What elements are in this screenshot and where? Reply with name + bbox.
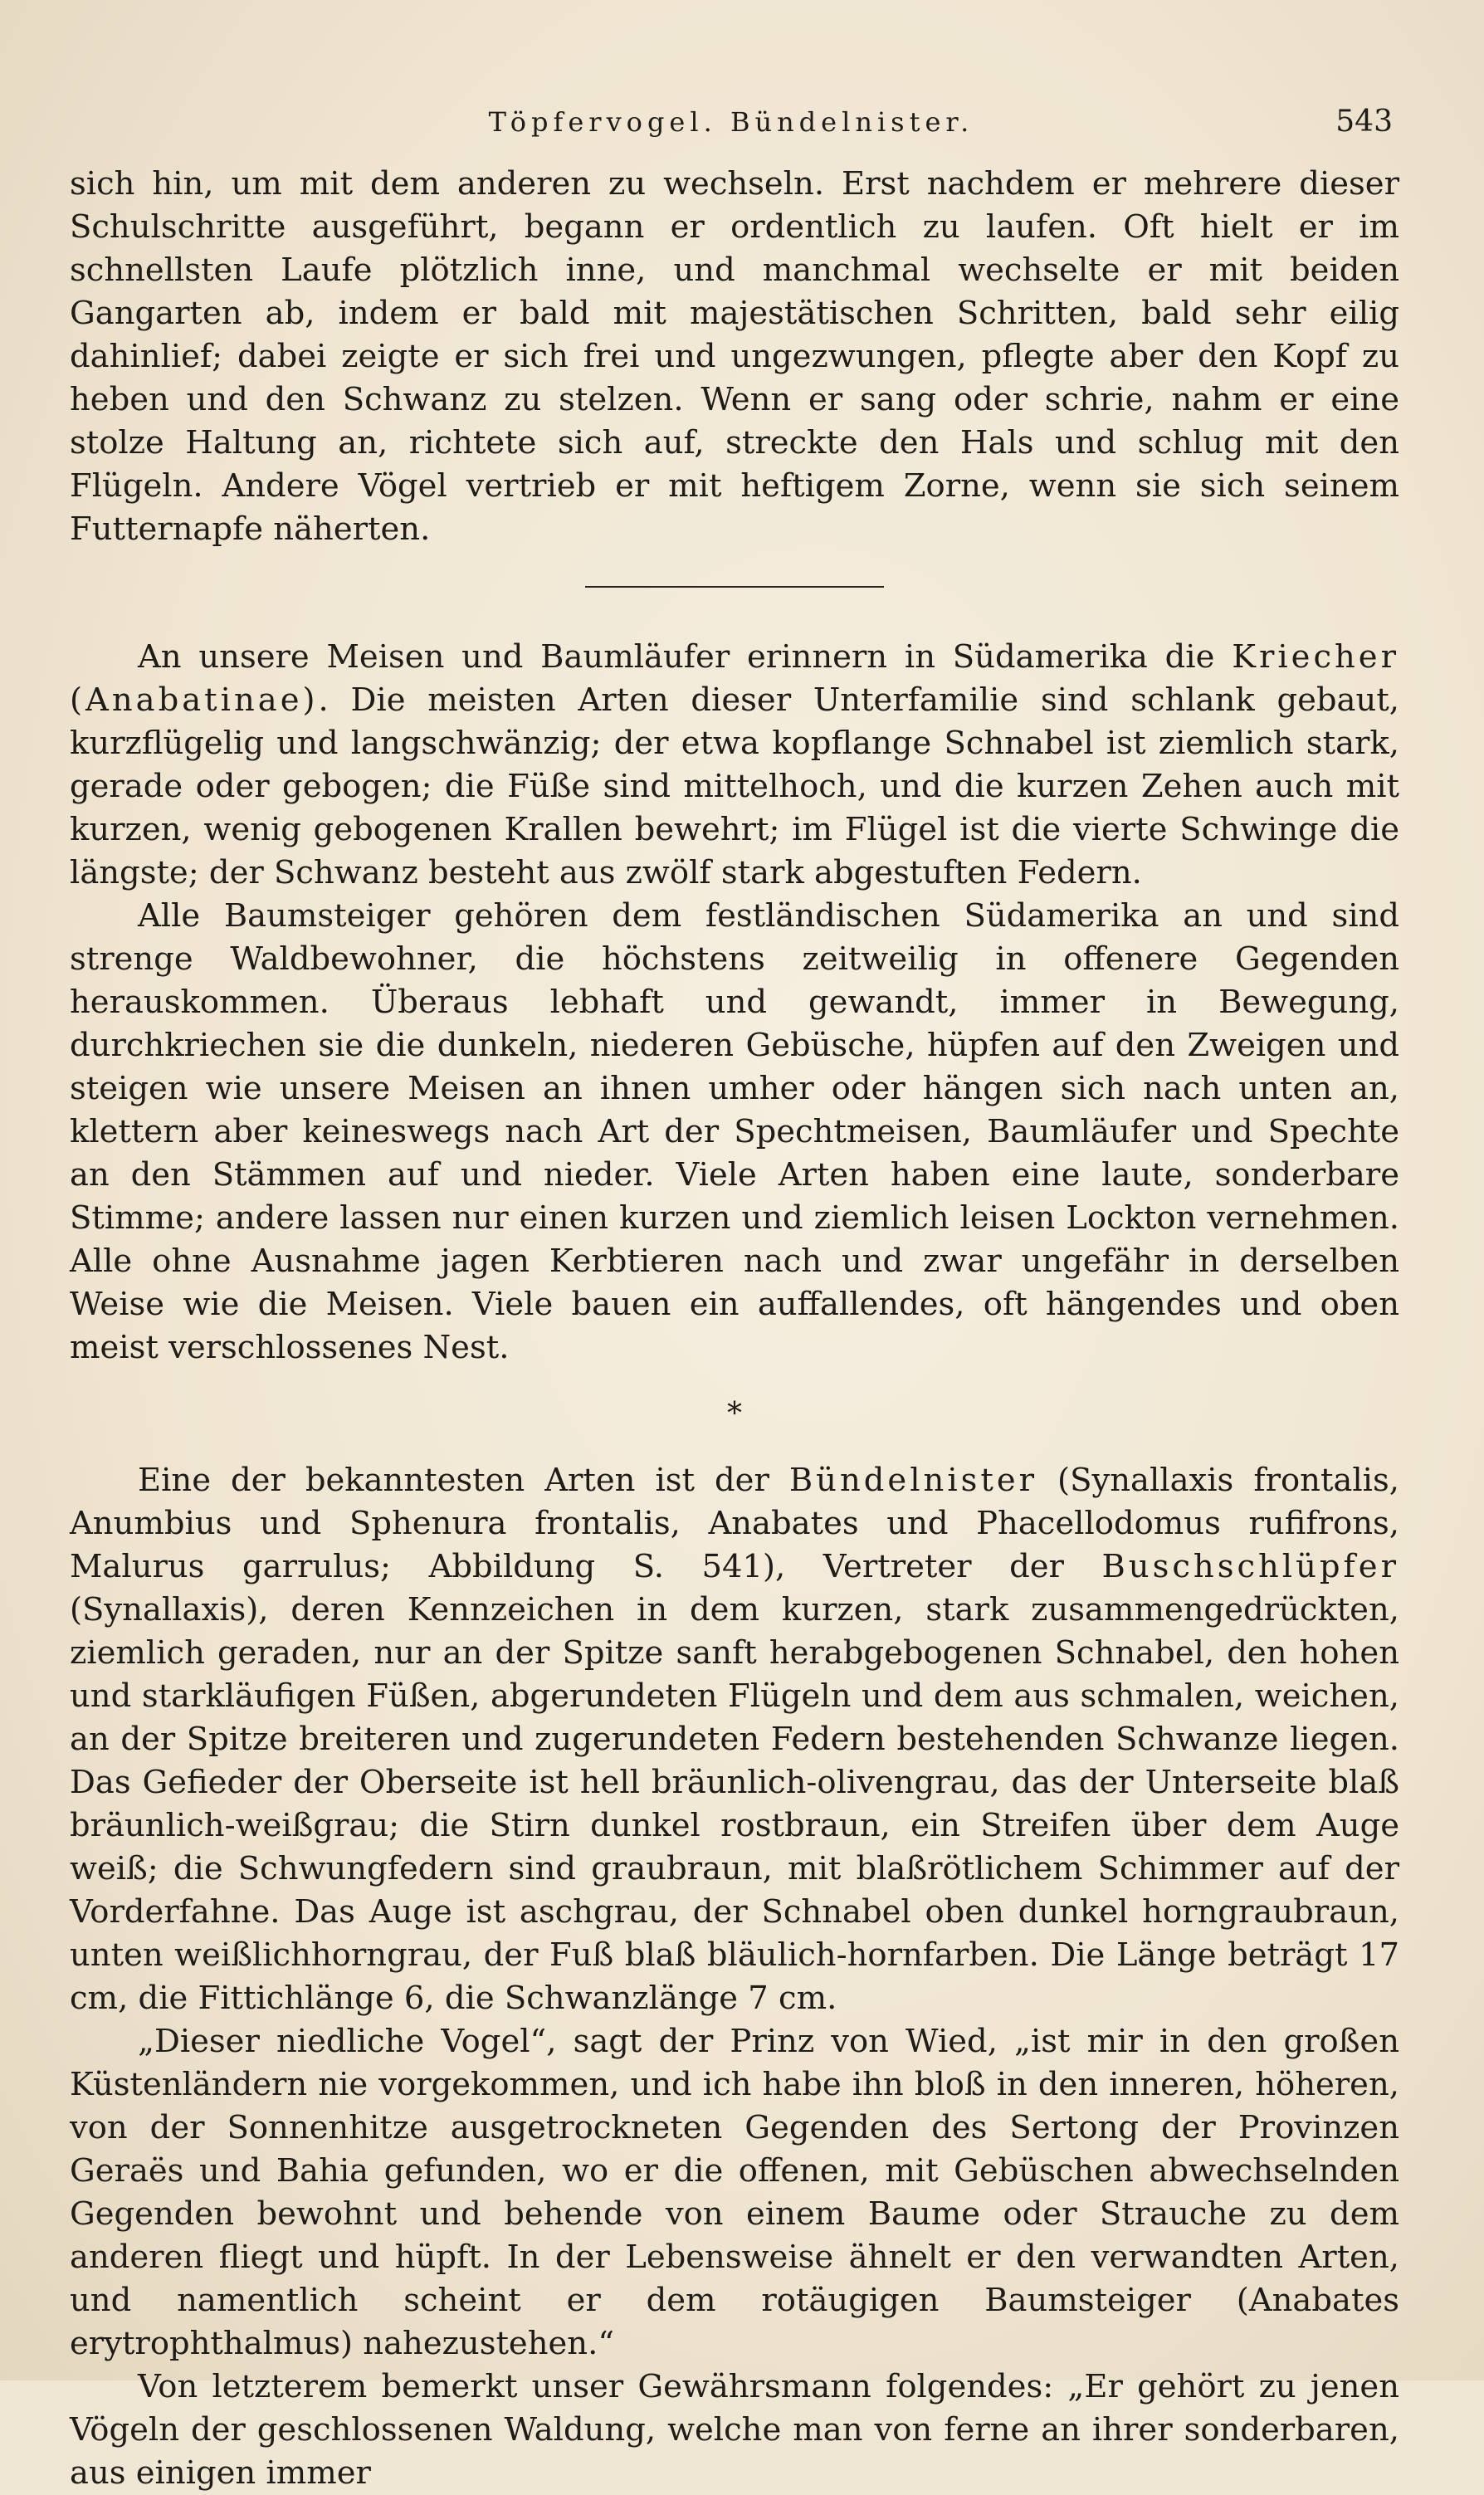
emphasized-term: Kriecher (Anabatinae) [70,638,1399,719]
page-number: 543 [1335,105,1393,139]
paragraph-continuation: sich hin, um mit dem anderen zu wechseln. Erst nachdem er mehrere dieser Schulschritte ausgeführt, begann er ordentlich zu laufen. Oft hielt er im schnellsten Laufe plötzlich inne, und manchmal wechselte er mit beiden Gangarten ab, indem er bald mit majestätischen Schritten, bald sehr eilig dahinlief; dabei zeigte er sich frei und ungezwungen, pflegte aber den Kopf zu heben und den Schwanz zu stelzen. Wenn er sang oder schrie, nahm er eine stolze Haltung an, richtete sich auf, streckte den Hals und schlug mit den Flügeln. Andere Vögel vertrieb er mit heftigem Zorne, wenn sie sich seinem Futternapfe näherten. [70,165,1399,548]
asterisk-separator: * [727,1397,742,1431]
paragraph-text: (Synallaxis), deren Kennzeichen in dem kurzen, stark zusammengedrückten, ziemlich geraden, nur an der Spitze sanft herabgebogenen Schnabel, den hohen und starkläufigen Füßen, abgerundeten Flügeln und dem aus schmalen, weichen, an der Spitze breiteren und zugerundeten Federn bestehenden Schwanze liegen. Das Gefieder der Oberseite ist hell bräunlich-olivengrau, das der Unterseite blaß bräunlich-weißgrau; die Stirn dunkel rostbraun, ein Streifen über dem Auge weiß; die Schwungfedern sind graubraun, mit blaßrötlichem Schimmer auf der Vorderfahne. Das Auge ist aschgrau, der Schnabel oben dunkel horngraubraun, unten weißlichhorngrau, der Fuß blaß bläulich-hornfarben. Die Länge beträgt 17 cm, die Fittichlänge 6, die Schwanzlänge 7 cm. [70,1591,1399,2017]
emphasized-term: Bündelnister [788,1462,1038,1499]
paragraph-text: . Die meisten Arten dieser Unterfamilie sind schlank gebaut, kurzflügelig und langschwänzig; der etwa kopflange Schnabel ist ziemlich stark, gerade oder gebogen; die Füße sind mittelhoch, und die kurzen Zehen auch mit kurzen, wenig gebogenen Krallen bewehrt; im Flügel ist die vierte Schwinge die längste; der Schwanz besteht aus zwölf stark abgestuften Federn. [70,681,1399,891]
paragraph-baumsteiger: Alle Baumsteiger gehören dem festländischen Südamerika an und sind strenge Waldbewohner, die höchstens zeitweilig in offenere Gegenden herauskommen. Überaus lebhaft und gewandt, immer in Bewegung, durchkriechen sie die dunkeln, niederen Gebüsche, hüpfen auf den Zweigen und steigen wie unsere Meisen an ihnen umher oder hängen sich nach unten an, klettern aber keineswegs nach Art der Spechtmeisen, Baumläufer und Spechte an den Stämmen auf und nieder. Viele Arten haben eine laute, sonderbare Stimme; andere lassen nur einen kurzen und ziemlich leisen Lockton vernehmen. Alle ohne Ausnahme jagen Kerbtieren nach und zwar ungefähr in derselben Weise wie die Meisen. Viele bauen ein auffallendes, oft hängendes und oben meist verschlossenes Nest. [70,897,1399,1366]
paragraph-kriecher [70,636,1399,895]
paragraph-text: Eine der bekanntesten Arten ist der [138,1462,789,1499]
section-divider-rule [585,586,884,588]
paragraph-text: An unsere Meisen und Baumläufer erinnern in Südamerika die [138,638,1233,676]
paragraph-buendelnister [70,1459,1399,2020]
running-head-title: Töpfervogel. Bündelnister. [488,106,974,138]
paragraph-letzterem: Von letzterem bemerkt unser Gewährsmann folgendes: „Er gehört zu jenen Vögeln der geschlossenen Waldung, welche man von ferne an ihrer sonderbaren, aus einigen immer [70,2368,1399,2492]
emphasized-term: Buschschlüpfer [1101,1548,1399,1585]
paragraph-text: (Synallaxis frontalis, Anumbius und Sphenura frontalis, Anabates und Phacellodomus rufifrons, Malurus garrulus; Abbildung S. 541), Vertreter der [70,1462,1399,1585]
running-head [70,98,1393,148]
page-body [70,163,1399,2495]
paragraph-quote-prinz: „Dieser niedliche Vogel“, sagt der Prinz von Wied, „ist mir in den großen Küstenländern nie vorgekommen, und ich habe ihn bloß in den inneren, höheren, von der Sonnenhitze ausgetrockneten Gegenden des Sertong der Provinzen Geraës und Bahia gefunden, wo er die offenen, mit Gebüschen abwechselnden Gegenden bewohnt und behende von einem Baume oder Strauche zu dem anderen fliegt und hüpft. In der Lebensweise ähnelt er den verwandten Arten, und namentlich scheint er dem rotäugigen Baumsteiger (Anabates erytrophthalmus) nahezustehen.“ [70,2023,1399,2362]
